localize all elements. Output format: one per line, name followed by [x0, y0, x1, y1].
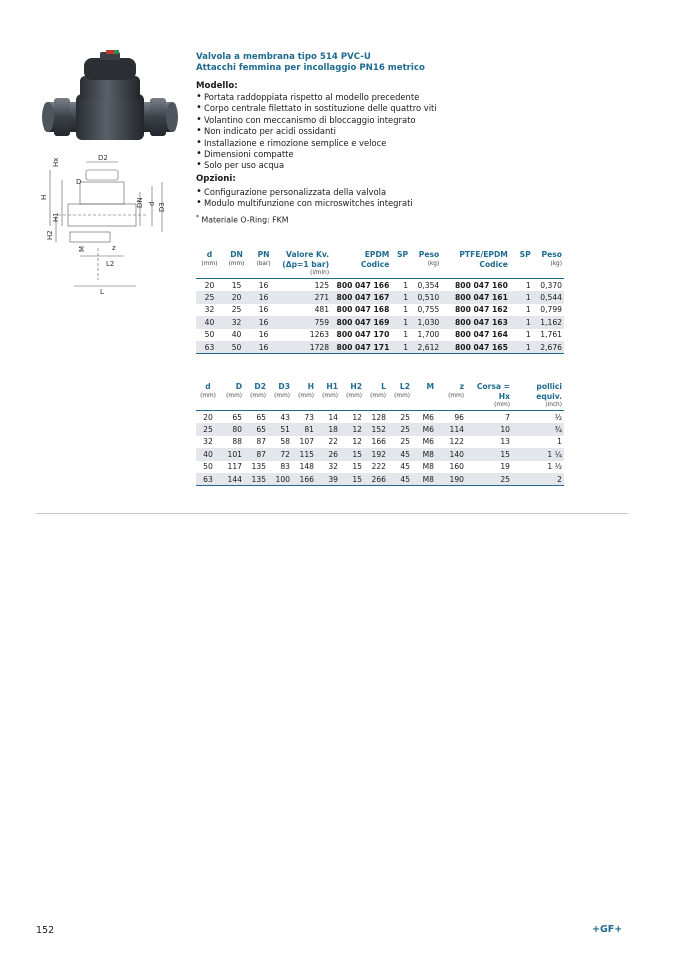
table-cell: 1 [557, 437, 562, 447]
table-cell: 481 [314, 305, 330, 315]
table-cell: 45 [400, 462, 410, 472]
table-cell: 20 [204, 280, 215, 290]
table-cell: 50 [203, 462, 213, 472]
modello-item: • Solo per uso acqua [196, 160, 576, 171]
label-d-small: d [148, 201, 156, 206]
table-cell: 12 [352, 437, 362, 447]
table-cell: 117 [227, 462, 242, 472]
label-h1: H1 [52, 212, 60, 222]
table-cell: M8 [422, 462, 434, 472]
label-d3: D3 [158, 202, 166, 212]
table-cell: 0,354 [417, 280, 440, 290]
table-cell: 128 [371, 412, 386, 422]
table-cell: 1 [525, 330, 531, 340]
table-cell: 2,676 [533, 341, 564, 354]
table-cell: 144 [220, 473, 244, 486]
table-cell: 13 [500, 437, 510, 447]
table-cell: 16 [250, 341, 277, 354]
table-cell: 16 [258, 280, 269, 290]
table-cell: 15 [340, 473, 364, 486]
table-cell: 1 [391, 341, 410, 354]
table-cell: 1 ¼ [512, 448, 564, 460]
opzioni-heading: Opzioni: [196, 173, 236, 184]
th-dn: DN (mm) [228, 250, 245, 267]
table-cell: 32 [328, 462, 338, 472]
table-cell: 40 [231, 330, 242, 340]
th-kv: Valore Kv. (Δp=1 bar) (l/min) [282, 250, 330, 276]
table-cell: 1263 [309, 330, 330, 340]
table-cell: 63 [196, 473, 220, 486]
table-cell: 58 [280, 437, 290, 447]
table-row [196, 291, 564, 303]
table-cell: 0,510 [410, 291, 441, 303]
table-row [196, 329, 564, 341]
table-cell: 2 [512, 473, 564, 486]
table-cell: 25 [231, 305, 242, 315]
table-cell: 50 [223, 341, 250, 354]
table-cell: 800 047 169 [331, 316, 391, 328]
label-l: L [100, 288, 104, 296]
table-cell: 800 047 168 [336, 305, 390, 315]
table-cell: 0,755 [417, 305, 440, 315]
table-cell: 152 [364, 423, 388, 435]
table-cell: 83 [280, 462, 290, 472]
table-cell: 100 [268, 473, 292, 486]
table-cell: 32 [203, 437, 213, 447]
gf-logo: +GF+ [592, 924, 623, 935]
note-mark: * [196, 213, 199, 221]
table-cell: 15 [340, 448, 364, 460]
table-cell: 81 [292, 423, 316, 435]
th-dim: D3 (mm) [274, 382, 290, 399]
table-cell: 15 [466, 448, 512, 460]
table-row [196, 423, 564, 435]
table-cell: 45 [388, 473, 412, 486]
th-dim: L (mm) [370, 382, 386, 399]
th-sp: SP [397, 250, 409, 259]
table-cell: 1 ½ [547, 462, 562, 472]
th-dim: D (mm) [226, 382, 242, 399]
table-cell: 101 [220, 448, 244, 460]
table-cell: 25 [196, 423, 220, 435]
table-cell: 800 047 161 [441, 291, 510, 303]
table-cell: 1 [510, 341, 533, 354]
table-cell: 2,612 [410, 341, 441, 354]
th-dim: H1 (mm) [322, 382, 338, 399]
dimension-drawing [40, 152, 192, 302]
modello-item: • Portata raddoppiata rispetto al modello precedente [196, 92, 576, 103]
valve-photo [40, 46, 180, 150]
table-cell: 12 [340, 423, 364, 435]
opzioni-item: • Configurazione personalizzata della valvola [196, 187, 576, 198]
table-cell: 125 [314, 280, 330, 290]
o-ring-note [196, 212, 576, 226]
table-cell: 32 [223, 316, 250, 328]
label-d2: D2 [98, 154, 108, 162]
th-ptfe-code: PTFE/EPDM Codice [459, 250, 508, 269]
table-cell: 20 [223, 291, 250, 303]
table-cell: 65 [244, 423, 268, 435]
th-pn: PN (bar) [256, 250, 271, 267]
product-code-rows [196, 279, 564, 354]
table-cell: 14 [328, 412, 338, 422]
table-cell: 65 [232, 412, 242, 422]
th-weight: Peso (kg) [418, 250, 440, 267]
table-cell: 16 [250, 316, 277, 328]
table-cell: 20 [203, 412, 213, 422]
table-cell: 1 [403, 305, 409, 315]
table-cell: 73 [304, 412, 314, 422]
table-cell: 222 [371, 462, 386, 472]
table-cell: 16 [250, 291, 277, 303]
table-cell: 63 [196, 341, 223, 354]
table-cell: 15 [352, 462, 362, 472]
opzioni-list [196, 187, 576, 210]
table-cell: 800 047 171 [331, 341, 391, 354]
dimensions-table [196, 382, 564, 486]
table-cell: 800 047 164 [455, 330, 508, 340]
table-cell: 1 [525, 280, 531, 290]
modello-item: • Corpo centrale filettato in sostituzione delle quattro viti [196, 103, 576, 114]
table-row [196, 341, 564, 354]
description-block [196, 52, 576, 225]
table-cell: 271 [277, 291, 331, 303]
table-cell: 18 [316, 423, 340, 435]
th-weight2: Peso (kg) [541, 250, 562, 267]
table-cell: 22 [328, 437, 338, 447]
opzioni-item: • Modulo multifunzione con microswitches integrati [196, 198, 576, 209]
table-cell: 0,799 [540, 305, 562, 315]
label-dn: DN [136, 197, 144, 208]
table-cell: 25 [466, 473, 512, 486]
table-cell: 166 [292, 473, 316, 486]
table-cell: 160 [449, 462, 464, 472]
table-cell: 122 [449, 437, 464, 447]
table-cell: 25 [400, 412, 410, 422]
table-cell: 800 047 160 [455, 280, 508, 290]
table-cell: 25 [400, 437, 410, 447]
table-cell: 1 [510, 316, 533, 328]
product-subtitle: Attacchi femmina per incollaggio PN16 metrico [196, 63, 425, 73]
table-cell: 43 [280, 412, 290, 422]
table-cell: 140 [436, 448, 466, 460]
table-cell: ½ [554, 412, 562, 422]
table-cell: 80 [220, 423, 244, 435]
table-cell: 1 [391, 316, 410, 328]
modello-item: • Volantino con meccanismo di bloccaggio integrato [196, 115, 576, 126]
modello-list [196, 92, 576, 172]
table-cell: 800 047 167 [331, 291, 391, 303]
product-title: Valvola a membrana tipo 514 PVC-U [196, 52, 371, 62]
table-cell: 72 [268, 448, 292, 460]
table-cell: 0,544 [533, 291, 564, 303]
modello-heading: Modello: [196, 81, 238, 91]
label-d: D [76, 178, 82, 186]
table-cell: 107 [299, 437, 314, 447]
modello-item: • Dimensioni compatte [196, 149, 576, 160]
table-cell: 19 [500, 462, 510, 472]
table-cell: 266 [364, 473, 388, 486]
table-cell: 1,761 [540, 330, 562, 340]
th-dim: pollici equiv. (inch) [536, 382, 562, 408]
table-cell: 166 [371, 437, 386, 447]
table-row [196, 473, 564, 486]
label-h: H [40, 194, 48, 200]
table-cell: 87 [244, 448, 268, 460]
label-z: z [112, 244, 116, 252]
table-cell: 51 [268, 423, 292, 435]
th-dim: z (mm) [448, 382, 464, 399]
table-cell: 87 [256, 437, 266, 447]
th-d: d (mm) [201, 250, 218, 267]
page-number: 152 [36, 925, 55, 936]
label-h2: H2 [46, 230, 54, 240]
table-cell: 7 [505, 412, 510, 422]
table-cell: M6 [422, 437, 434, 447]
table-cell: 26 [316, 448, 340, 460]
table-cell: 15 [231, 280, 242, 290]
table-cell: 1728 [277, 341, 331, 354]
table-cell: 800 047 163 [441, 316, 510, 328]
th-dim: Corsa = Hx (mm) [476, 382, 510, 408]
th-dim: D2 (mm) [250, 382, 266, 399]
table-cell: 1 [403, 330, 409, 340]
table-cell: 800 047 165 [441, 341, 510, 354]
table-cell: 800 047 162 [455, 305, 508, 315]
table-cell: 32 [204, 305, 215, 315]
table-cell: 1 [391, 291, 410, 303]
table-cell: 50 [204, 330, 215, 340]
table-cell: 115 [292, 448, 316, 460]
table-cell: 0,370 [540, 280, 562, 290]
note-text: Materiale O-Ring: FKM [201, 215, 289, 225]
table-cell: 1 [525, 305, 531, 315]
table-cell: 148 [299, 462, 314, 472]
label-m: M [78, 245, 86, 252]
table-cell: 10 [466, 423, 512, 435]
th-dim: H2 (mm) [346, 382, 362, 399]
table-row [196, 316, 564, 328]
table-cell: 114 [436, 423, 466, 435]
table-cell: 45 [388, 448, 412, 460]
product-code-table [196, 250, 564, 354]
th-dim: L2 (mm) [394, 382, 410, 399]
dimensions-rows [196, 411, 564, 486]
table-cell: 40 [196, 448, 220, 460]
table-cell: 800 047 170 [336, 330, 390, 340]
table-cell: 96 [454, 412, 464, 422]
label-hx: Hx [52, 157, 60, 167]
th-dim: H (mm) [298, 382, 314, 399]
label-l2: L2 [106, 260, 115, 268]
table-cell: 12 [352, 412, 362, 422]
table-row [196, 436, 564, 448]
table-cell: 16 [258, 305, 269, 315]
th-epdm-code: EPDM Codice [360, 250, 390, 269]
table-cell: 1 [403, 280, 409, 290]
table-cell: M8 [412, 473, 436, 486]
table-cell: 40 [196, 316, 223, 328]
table-cell: 39 [316, 473, 340, 486]
table-row [196, 304, 564, 316]
table-cell: 135 [251, 462, 266, 472]
modello-item: • Installazione e rimozione semplice e veloce [196, 138, 576, 149]
th-dim: M [426, 382, 434, 391]
table-cell: 1,030 [410, 316, 441, 328]
th-sp2: SP [519, 250, 531, 259]
table-row [196, 279, 564, 292]
table-cell: 1,700 [417, 330, 440, 340]
table-cell: M6 [412, 423, 436, 435]
table-row [196, 411, 564, 424]
table-row [196, 461, 564, 473]
table-row [196, 448, 564, 460]
table-cell: M6 [422, 412, 434, 422]
page-divider [36, 513, 628, 514]
table-cell: 16 [258, 330, 269, 340]
table-cell: 190 [436, 473, 466, 486]
table-cell: 65 [256, 412, 266, 422]
table-cell: 25 [388, 423, 412, 435]
table-cell: 135 [244, 473, 268, 486]
table-cell: 25 [196, 291, 223, 303]
table-cell: 800 047 166 [336, 280, 390, 290]
table-cell: M8 [412, 448, 436, 460]
modello-item: • Non indicato per acidi ossidanti [196, 126, 576, 137]
table-cell: 1 [510, 291, 533, 303]
table-cell: 759 [277, 316, 331, 328]
table-cell: 88 [232, 437, 242, 447]
th-dim: d (mm) [200, 382, 216, 399]
table-cell: 1,162 [533, 316, 564, 328]
table-cell: 192 [364, 448, 388, 460]
table-cell: ¾ [512, 423, 564, 435]
